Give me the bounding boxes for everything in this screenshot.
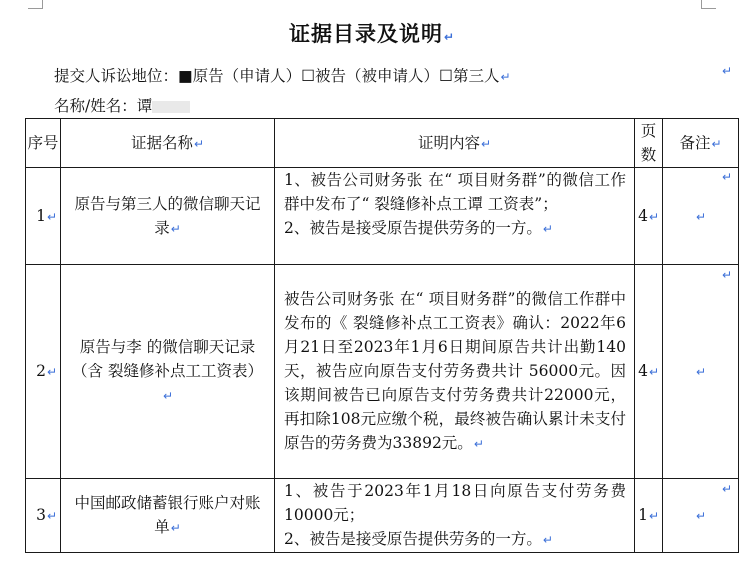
redacted-text — [152, 101, 190, 113]
row-index: 1↵ — [26, 168, 61, 265]
table-row — [26, 479, 739, 553]
header-pages: 页数 — [635, 119, 663, 168]
header-evidence-name: 证据名称↵ — [61, 119, 275, 168]
paragraph-mark: ↵ — [721, 170, 732, 184]
row-proof-content: 1、被告公司财务张 在“ 项目财务群”的微信工作群中发布了“ 裂缝修补点工谭 工资表”； 2、被告是接受原告提供劳务的一方。↵ — [275, 168, 635, 265]
row-pages: 1↵ — [635, 479, 663, 553]
name-line: 名称/姓名：谭 — [54, 94, 190, 116]
row-evidence-name: 中国邮政储蓄银行账户对账单↵ — [61, 479, 275, 553]
row-proof-content: 被告公司财务张 在“ 项目财务群”的微信工作群中发布的《 裂缝修补点工工资表》确认：2022年6月21日至2023年1月6日期间原告共计出勤140天，被告应向原告支付劳务费共计 56000元。因该期间被告已向原告支付劳务费共计22000元，再扣除108元应缴个税，最终被告确认累计未支付原告的劳务费为33892元。↵ — [275, 265, 635, 479]
evidence-table — [25, 118, 739, 553]
page-corner-mark — [28, 0, 43, 9]
table-row — [26, 265, 739, 479]
row-index: 2↵ — [26, 265, 61, 479]
row-evidence-name: 原告与第三人的微信聊天记录↵ — [61, 168, 275, 265]
row-evidence-name: 原告与李 的微信聊天记录（含 裂缝修补点工工资表）↵ — [61, 265, 275, 479]
row-pages: 4↵ — [635, 265, 663, 479]
row-index: 3↵ — [26, 479, 61, 553]
row-notes: ↵ — [663, 265, 739, 479]
paragraph-mark: ↵ — [721, 268, 732, 282]
row-pages: 4↵ — [635, 168, 663, 265]
table-header-row — [26, 119, 739, 168]
row-notes: ↵ — [663, 168, 739, 265]
header-index: 序号 — [26, 119, 61, 168]
paragraph-mark: ↵ — [721, 482, 732, 496]
row-notes: ↵ — [663, 479, 739, 553]
row-proof-content: 1、被告于2023年1月18日向原告支付劳务费10000元； 2、被告是接受原告提供劳务的一方。↵ — [275, 479, 635, 553]
header-proof-content: 证明内容↵ — [275, 119, 635, 168]
page-corner-mark — [701, 0, 716, 9]
table-row — [26, 168, 739, 265]
header-notes: 备注↵ — [663, 119, 739, 168]
document-title: 证据目录及说明↵ — [288, 22, 456, 46]
paragraph-mark: ↵ — [721, 64, 732, 78]
party-status-line: 提交人诉讼地位：■原告（申请人）☐被告（被申请人）☐第三人↵ — [54, 67, 511, 85]
